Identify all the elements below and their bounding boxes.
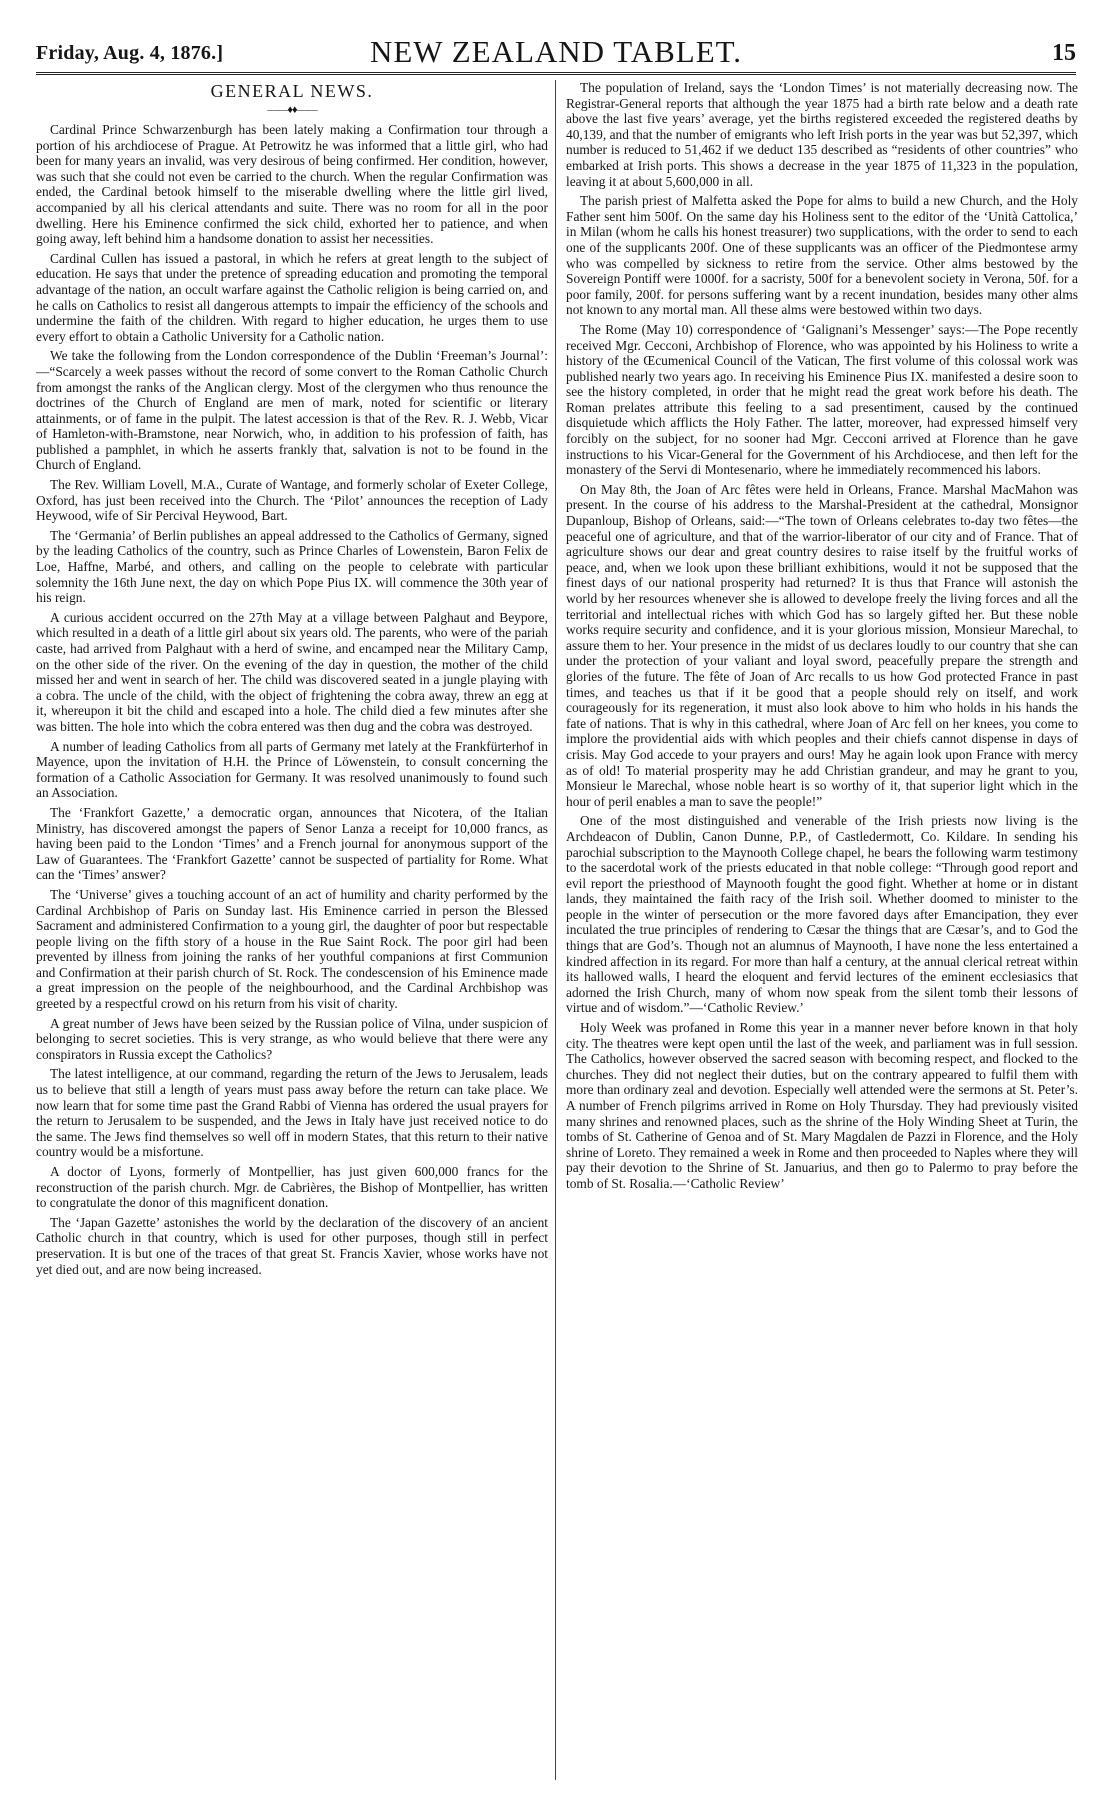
masthead-title: NEW ZEALAND TABLET. bbox=[369, 34, 743, 69]
right-column bbox=[566, 80, 1078, 1785]
article-paragraph: A curious accident occurred on the 27th May at a village between Palghaut and Beypore, which resulted in a death of a little girl about six years old. The parents, who were of the pariah caste, had arrived from Palghaut with a herd of swine, and encamped near the Military Camp, on the other side of the river. On the evening of the day in question, the mother of the child missed her and went in search of her. The child was discovered seated in a jungle playing with a cobra. The uncle of the child, with the object of frightening the cobra away, threw an egg at it, whereupon it bit the child and escaped into a hole. The child died a few minutes after she was bitten. The hole into which the cobra entered was then dug and the cobra was destroyed. bbox=[36, 609, 548, 734]
article-paragraph: The parish priest of Malfetta asked the Pope for alms to build a new Church, and the Holy Father sent him 500f. On the same day his Holiness sent to the editor of the ‘Unità Cattolica,’ in Milan (whom he calls his honest treasurer) two supplications, with the order to send to each one of the supplicants 200f. One of these supplicants was an officer of the Piedmontese army who was compelled by sickness to retire from the service. Other alms bestowed by the Sovereign Pontiff were 1000f. for a sacristy, 500f for a benevolent society in Verona, 50f. for a poor family, 200f. for persons suffering want by a recent inundation, besides many other alms not known to any mortal man. All these alms were bestowed within two days. bbox=[566, 193, 1078, 318]
article-paragraph: The ‘Universe’ gives a touching account of an act of humility and charity performed by the Cardinal Archbishop of Paris on Sunday last. His Eminence carried in person the Blessed Sacrament and administered Confirmation to a young girl, the daughter of poor but respectable people living on the fifth story of a house in the Rue Saint Rock. The poor girl had been prevented by illness from joining the ranks of her youthful companions at first Communion and Confirmation at their parish church of St. Rock. The condescension of his Eminence made a great impression on the people of the neighbourhood, and the Cardinal Archbishop was greeted by a respectful crowd on his return from his visit of charity. bbox=[36, 886, 548, 1012]
article-paragraph: The Rev. William Lovell, M.A., Curate of Wantage, and formerly scholar of Exeter College, Oxford, has just been received into the Church. The ‘Pilot’ announces the reception of Lady Heywood, wife of Sir Percival Heywood, Bart. bbox=[36, 477, 548, 524]
page-number: 15 bbox=[1052, 40, 1076, 66]
issue-date: Friday, Aug. 4, 1876.] bbox=[36, 42, 224, 64]
article-paragraph: Holy Week was profaned in Rome this year in a manner never before known in that holy city. The theatres were kept open until the last of the week, and parliament was in full session. The Catholics, however observed the sacred season with becoming respect, and flocked to the churches. They did not neglect their duties, but on the contrary appeared to fulfil them with more than ordinary zeal and devotion. Especially well attended were the sermons at St. Peter’s. A number of French pilgrims arrived in Rome on Holy Thursday. They had previously visited many shrines and renowned places, such as the shrine of the Holy Winding Sheet at Turin, the tombs of St. Catherine of Genoa and of St. Mary Magdalen de Pazzi in Florence, and the Holy shrine of Loreto. They remained a week in Rome and then proceeded to Naples where they will pay their devotion to the Shrine of St. Januarius, and then go to Palermo to pray before the tomb of St. Rosalia.—‘Catholic Review’ bbox=[566, 1020, 1078, 1191]
article-paragraph: A doctor of Lyons, formerly of Montpellier, has just given 600,000 francs for the reconstruction of the parish church. Mgr. de Cabrières, the Bishop of Montpellier, has written to congratulate the donor of this magnificent donation. bbox=[36, 1164, 548, 1211]
section-title: GENERAL NEWS. bbox=[210, 81, 374, 101]
article-paragraph: The ‘Japan Gazette’ astonishes the world by the declaration of the discovery of an ancient Catholic church in that country, which is used for other purposes, though still in perfect preservation. It is but one of the traces of that great St. Francis Xavier, whose works have not yet died out, and are now being increased. bbox=[36, 1214, 548, 1277]
article-paragraph: Cardinal Cullen has issued a pastoral, in which he refers at great length to the subject of education. He says that under the pretence of spreading education and promoting the temporal advantage of the nation, an occult warfare against the Catholic religion is being carried on, and he calls on Catholics to resist all dangerous attempts to impair the efficiency of the schools and undermine the faith of the children. With regard to higher education, he urges them to use every effort to obtain a Catholic University for a Catholic nation. bbox=[36, 250, 548, 344]
article-paragraph: On May 8th, the Joan of Arc fêtes were held in Orleans, France. Marshal MacMahon was present. In the course of his address to the Marshal-President at the cathedral, Monsignor Dupanloup, Bishop of Orleans, said:—“The town of Orleans celebrates to-day two fêtes—the peaceful one of agriculture, and that of the warrior-liberator of our city and of France. That of agriculture shows our dear and great country desires to raise itself by the fruitful works of peace, and, when we look upon these brilliant exhibitions, would it not be supposed that the finest days of our national prosperity had returned? It is thus that France will astonish the world by her resources whenever she is allowed to develope freely the living forces and all the territorial and intellectual riches with which God has so largely gifted her. But these noble works require security and confidence, and it is your glorious mission, Monsieur Marechal, to assure them to her. Your presence in the midst of us declares loudly to our country that she can under the protection of your valiant and loyal sword, peacefully prepare the strength and glories of the future. The fête of Joan of Arc recalls to us how God protected France in past times, and teaches us that if it be good that a people should rely on itself, and work courageously for its regeneration, it must also look above to him who holds in his hands the fate of nations. That is why in this cathedral, where Joan of Arc fell on her knees, you come to implore the providential aids with which peoples and their chiefs cannot dispense in days of crisis. May God accede to your prayers and ours! May he again look upon France with mercy as of old! To material prosperity may he add Christian grandeur, and may he grant to you, Monsieur le Marechal, whose noble heart is so worthy of it, that superior light which in the hour of peril enables a man to save the people!” bbox=[566, 481, 1078, 809]
article-paragraph: The Rome (May 10) correspondence of ‘Galignani’s Messenger’ says:—The Pope recently received Mgr. Cecconi, Archbishop of Florence, who was appointed by his Holiness to write a history of the Œcumenical Council of the Vatican, The first volume of this colossal work was published nearly two years ago. In receiving his Eminence Pius IX. manifested a desire soon to see the history completed, in order that he might read the great work before his death. The Roman prelates attribute this feeling to a sad presentiment, caused by the continued disquietude which afflicts the Holy Father. The latter, moreover, had expressed himself very forcibly on the subject, for no sooner had Mgr. Cecconi arrived at Florence than he gave instructions to his Vicar-General for the Government of his Archdiocese, and then left for the monastery of the Servi di Montesenario, where he immediately recommenced his labors. bbox=[566, 321, 1078, 478]
column-divider bbox=[555, 80, 556, 1780]
left-column bbox=[36, 80, 548, 1785]
page-header bbox=[36, 34, 1076, 68]
article-paragraph: The ‘Frankfort Gazette,’ a democratic organ, announces that Nicotera, of the Italian Ministry, has discovered amongst the papers of Senor Lanza a receipt for 10,000 francs, as having been paid to the London ‘Times’ and a French journal for anonymous support of the Law of Guarantees. The ‘Frankfort Gazette’ cannot be suspected of partiality for Rome. What can the ‘Times’ answer? bbox=[36, 804, 548, 883]
header-rule bbox=[36, 72, 1076, 77]
section-ornament: ——♦♦—— bbox=[267, 104, 317, 116]
article-paragraph: The ‘Germania’ of Berlin publishes an appeal addressed to the Catholics of Germany, signed by the leading Catholics of the country, such as Prince Charles of Lowenstein, Baron Felix de Loe, Haffne, Marbé, and others, and calling on the people to celebrate with particular solemnity the 16th June next, the day on which Pope Pius IX. will commence the 30th year of his reign. bbox=[36, 527, 548, 606]
article-paragraph: We take the following from the London correspondence of the Dublin ‘Freeman’s Journal’:—“Scarcely a week passes without the record of some convert to the Roman Catholic Church from amongst the ranks of the Anglican clergy. Most of the clergymen who thus renounce the doctrines of the Church of England are men of mark, noted for scientific or literary attainments, or of fame in the pulpit. The latest accession is that of the Rev. R. J. Webb, Vicar of Hamleton-with-Bramstone, near Norwich, who, in addition to his profession of faith, has published a pamphlet, in which he asserts frankly that, salvation is not to be found in the Church of England. bbox=[36, 348, 548, 473]
article-paragraph: A number of leading Catholics from all parts of Germany met lately at the Frankfürterhof in Mayence, upon the invitation of H.H. the Prince of Löwenstein, to consult concerning the formation of a Catholic Association for Germany. It was resolved unanimously to found such an Association. bbox=[36, 738, 548, 801]
article-paragraph: One of the most distinguished and venerable of the Irish priests now living is the Archdeacon of Dublin, Canon Dunne, P.P., of Castledermott, Co. Kildare. In sending his parochial subscription to the Maynooth College chapel, he bears the following warm testimony to the sacerdotal work of the priests educated in that noble college: “Through good report and evil report the priesthood of Maynooth fought the good fight. Whether at home or in distant lands, they maintained the faith racy of the Irish soil. Whether doomed to minister to the people in the winter of persecution or the more favored days after Emancipation, they ever inculated the true principles of rendering to Cæsar the things that are Cæsar’s, and to God the things that are God’s. Though not an alumnus of Maynooth, I have none the less entertained a kindred affection in its regard. For more than half a century, at the annual clerical retreat within its hallowed walls, I heard the eloquent and fervid lectures of the eminent ecclesiasics that adorned the Irish Church, many of whom now speak from the silent tomb their lessons of virtue and of wisdom.”—‘Catholic Review.’ bbox=[566, 813, 1078, 1016]
article-paragraph: The latest intelligence, at our command, regarding the return of the Jews to Jerusalem, leads us to believe that still a length of years must pass away before the return can take place. We now learn that for some time past the Grand Rabbi of Vienna has ordered the usual prayers for the return to Jerusalem to be suspended, and the Jews in Italy have just received notice to do the same. The Jews find themselves so well off in modern States, that this return to their native country would be a misfortune. bbox=[36, 1066, 548, 1160]
article-paragraph: A great number of Jews have been seized by the Russian police of Vilna, under suspicion of belonging to secret societies. This is very strange, as who would believe that there were any conspirators in Russia except the Catholics? bbox=[36, 1015, 548, 1062]
article-paragraph: Cardinal Prince Schwarzenburgh has been lately making a Confirmation tour through a portion of his archdiocese of Prague. At Petrowitz he was informed that a little girl, who had been for many years an invalid, was very desirous of being confirmed. Her condition, however, was such that she could not even be carried to the church. When the regular Confirmation was ended, the Cardinal betook himself to the miserable dwelling where the little girl lived, accompanied by all his clerical attendants and suite. There was no room for all in the poor dwelling. Here his Eminence confirmed the sick child, exhorted her to patience, and when going away, left behind him a handsome donation to assist her necessities. bbox=[36, 122, 548, 247]
article-paragraph: The population of Ireland, says the ‘London Times’ is not materially decreasing now. The Registrar-General reports that although the year 1875 had a birth rate below and a death rate above the last five years’ average, yet the births registered exceeded the registered deaths by 40,139, and that the number of emigrants who left Irish ports in the year was but 52,397, which number is reduced to 51,462 if we deduct 135 described as “residents of other countries” who embarked at Irish ports. This shows a decrease in the year 1875 of 11,323 in the population, leaving it at about 5,600,000 in all. bbox=[566, 80, 1078, 189]
